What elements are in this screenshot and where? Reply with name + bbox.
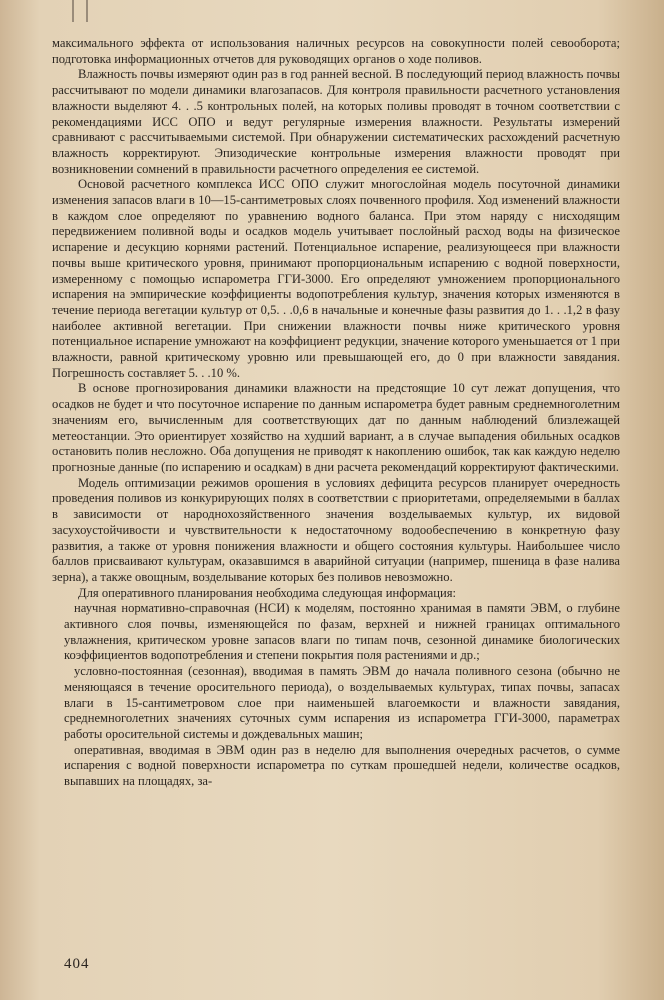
list-item-scientific: научная нормативно-справочная (НСИ) к моделям, постоянно хранимая в памяти ЭВМ, о глубине активного слоя почвы, изменяющейся по фазам, верхней и нижней границах оптимального увлажнения, критическом уровне запасов влаги по типам почв, сезонной динамике биологических коэффициентов водопотребления и степени покрытия поля растениями и др.;: [64, 601, 620, 663]
paragraph-information-intro: Для оперативного планирования необходима следующая информация:: [78, 585, 457, 600]
paragraph-model-basis: Основой расчетного комплекса ИСС ОПО служит многослойная модель посуточной динамики изменения запасов влаги в 10—15-сантиметровых слоях почвенного профиля. Ход изменений влажности в каждом слое определяют по уравнению водного баланса. При этом наряду с нисходящим передвижением поливной воды и осадков модель учитывает послойный расход воды на физическое испарение и десукцию корнями растений. Потенциальное испарение, реализующееся при влажности почвы выше критического уровня, принимают пропорциональным испарению с водной поверхности, измеренному с помощью испарометра ГГИ-3000. Его определяют умножением пропорционального испарения на эмпирические коэффициенты водопотребления культур, значения которых изменяются в течение периода вегетации культур от 0,5. . .0,6 в начальные и конечные фазы развития до 1. . .1,2 в фазу наиболее активной вегетации. При снижении влажности почвы ниже критического уровня потенциальное испарение умножают на коэффициент редукции, значение которого уменьшается от 1 при влажности, равной критическому уровню или превышающей его, до 0 при влажности завядания. Погрешность составляет 5. . .10 %.: [52, 177, 620, 380]
paragraph-optimization: Модель оптимизации режимов орошения в условиях дефицита ресурсов планирует очередность проведения поливов из конкурирующих полях в соответствии с приоритетами, определяемыми в баллах в зависимости от народнохозяйственного значения возделываемых культур, их видовой засухоустойчивости и чувствительности к недостаточному водообеспечению в конкретную фазу развития, а также от уровня понижения влажности и общего состояния культуры. Наибольшее число баллов присваивают культурам, оказавшимся в аварийной ситуации (например, пшеница в фазе налива зерна), а также овощным, возделывание которых без поливов невозможно.: [52, 475, 620, 584]
paragraph-soil-moisture: Влажность почвы измеряют один раз в год ранней весной. В последующий период влажность почвы рассчитывают по модели динамики влагозапасов. Для контроля правильности расчетного установления влажности выделяют 4. . .5 контрольных полей, на которых поливы проводят в точном соответствии с рекомендациями ИСС ОПО и ведут регулярные измерения влажности. Результаты измерений сравнивают с рассчитываемыми системой. При обнаружении систематических расхождений расчетную влажность корректируют. Эпизодические контрольные измерения влажности проводят при возникновении сомнений в правильности расчетного определения ее системой.: [52, 67, 620, 176]
list-item-seasonal: условно-постоянная (сезонная), вводимая в память ЭВМ до начала поливного сезона (обычно не меняющаяся в течение оросительного периода), о возделываемых культурах, типах почвы, запасах влаги в 15-сантиметровом слое при наименьшей влагоемкости и влажности завядания, среднемноголетних значениях суточных сумм испарения из испарометра ГГИ-3000, параметрах работы оросительной системы и дождевальных машин;: [64, 664, 620, 741]
page-number: 404: [64, 956, 90, 972]
binding-mark: [72, 0, 88, 22]
paragraph-forecasting: В основе прогнозирования динамики влажности на предстоящие 10 сут лежат допущения, что осадков не будет и что посуточное испарение по данным испарометра будет равным среднемноголетним значениям его, вычисленным для соответствующих дат по данным наблюдений близлежащей метеостанции. Это ориентирует хозяйство на худший вариант, а в случае выпадения обильных осадков остановить полив несложно. Оба допущения не приводят к накоплению ошибок, так как каждую неделю прогнозные данные (по испарению и осадкам) в дни расчета рекомендаций корректируют фактическими.: [52, 381, 620, 474]
text-block: [52, 36, 620, 790]
paragraph-continuation: максимального эффекта от использования наличных ресурсов на совокупности полей севооборота; подготовка информационных отчетов для руководящих органов о ходе поливов.: [52, 36, 620, 66]
list-item-operational: оперативная, вводимая в ЭВМ один раз в неделю для выполнения очередных расчетов, о сумме испарения с водной поверхности испарометра по суткам прошедшей недели, количестве осадков, выпавших на площадях, за-: [64, 742, 620, 789]
